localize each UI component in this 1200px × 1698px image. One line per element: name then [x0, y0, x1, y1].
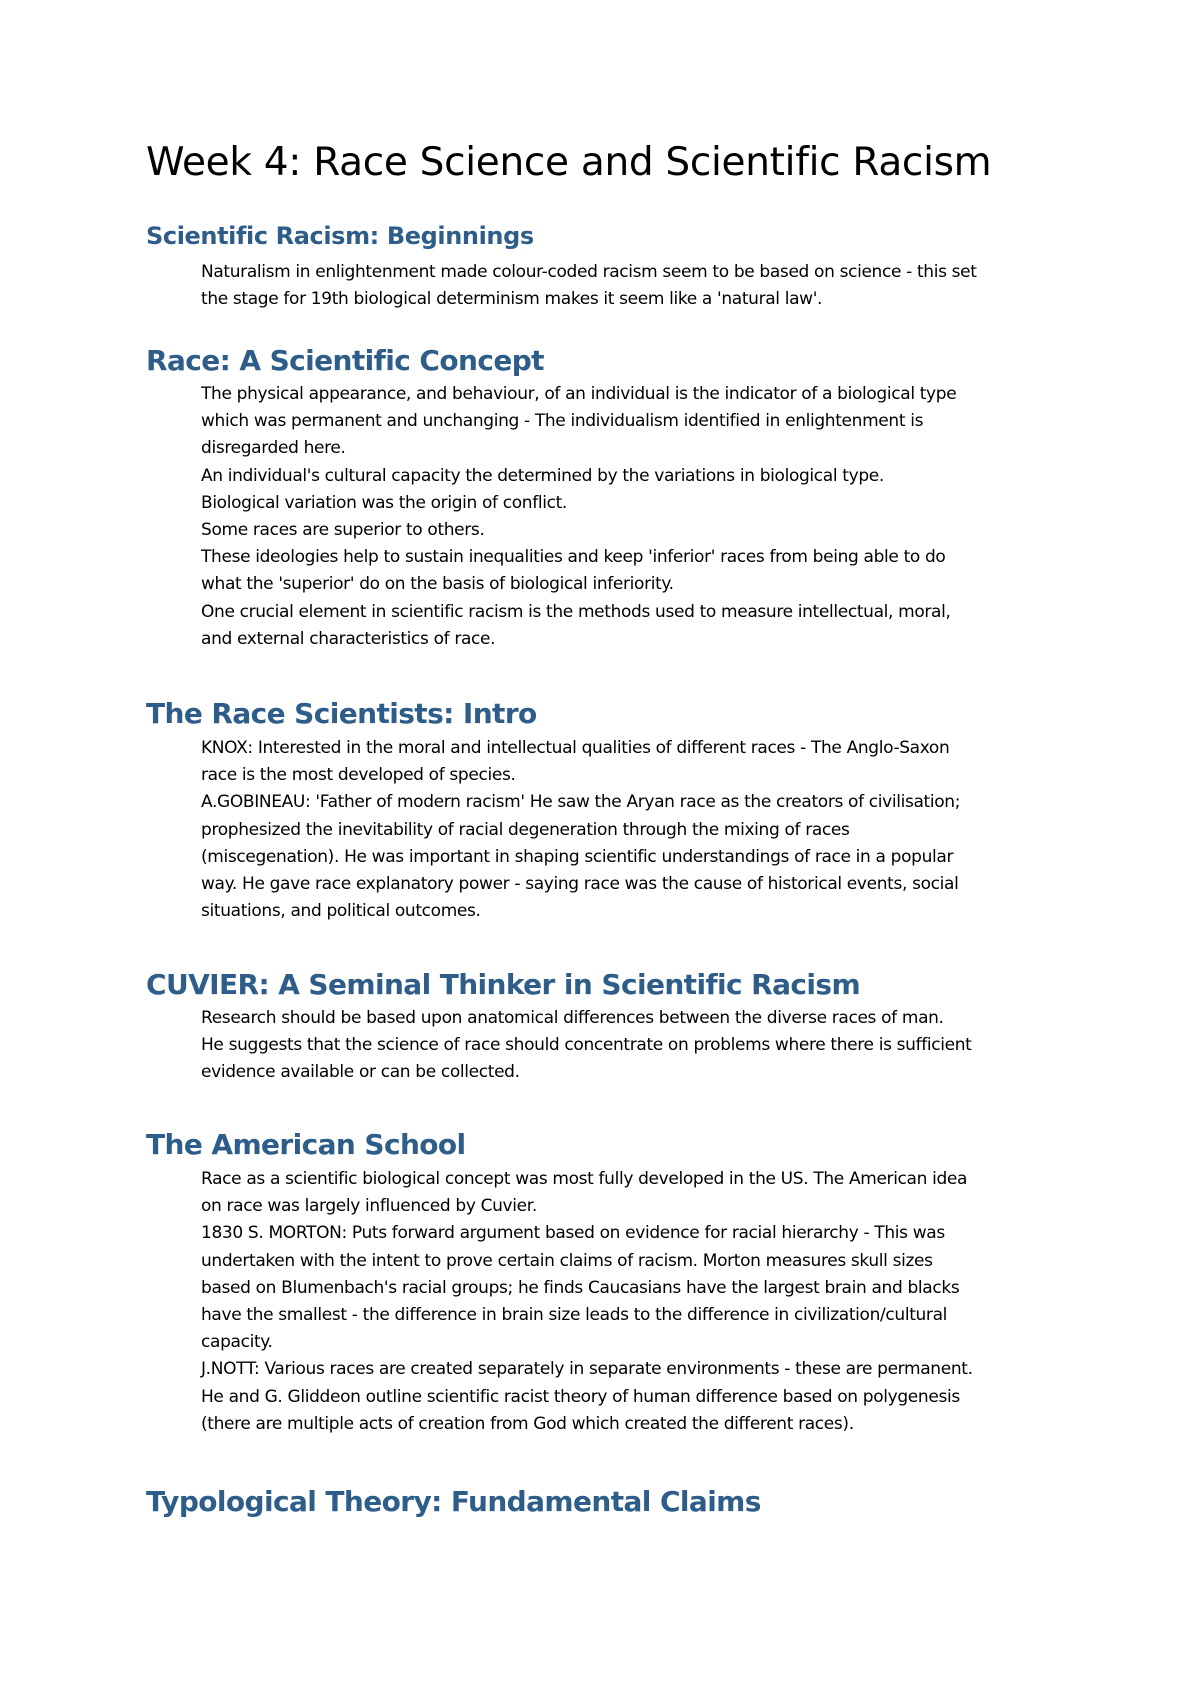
body-line: 1830 S. MORTON: Puts forward argument based on evidence for racial hierarchy - This was [201, 1223, 945, 1244]
body-line: race is the most developed of species. [201, 765, 516, 786]
body-line: J.NOTT: Various races are created separately in separate environments - these are permanent. [201, 1359, 973, 1380]
body-line: One crucial element in scientific racism is the methods used to measure intellectual, moral, [201, 601, 951, 622]
section-body-beginnings [201, 259, 1081, 313]
body-line: A.GOBINEAU: 'Father of modern racism' He saw the Aryan race as the creators of civilisation; [201, 792, 961, 813]
body-line: undertaken with the intent to prove certain claims of racism. Morton measures skull sizes [201, 1250, 933, 1271]
section-body-scientific-concept [201, 381, 1081, 653]
section-heading-cuvier: CUVIER: A Seminal Thinker in Scientific Racism [146, 968, 861, 1001]
body-line: situations, and political outcomes. [201, 901, 481, 922]
body-line: disregarded here. [201, 438, 346, 459]
body-line: the stage for 19th biological determinism makes it seem like a 'natural law'. [201, 289, 823, 310]
body-line: The physical appearance, and behaviour, of an individual is the indicator of a biological type [201, 384, 957, 404]
section-heading-scientific-concept: Race: A Scientific Concept [146, 344, 544, 377]
body-line: have the smallest - the difference in brain size leads to the difference in civilization/cultural [201, 1305, 948, 1326]
document-title: Week 4: Race Science and Scientific Racism [146, 140, 992, 185]
section-heading-beginnings: Scientific Racism: Beginnings [146, 222, 534, 250]
body-line: Naturalism in enlightenment made colour-coded racism seem to be based on science - this set [201, 262, 977, 282]
body-line: prophesized the inevitability of racial degeneration through the mixing of races [201, 819, 850, 840]
section-heading-american-school: The American School [146, 1128, 466, 1161]
body-line: based on Blumenbach's racial groups; he finds Caucasians have the largest brain and blacks [201, 1277, 960, 1298]
body-line: He suggests that the science of race should concentrate on problems where there is sufficient [201, 1035, 972, 1056]
body-line: way. He gave race explanatory power - saying race was the cause of historical events, social [201, 874, 959, 895]
section-body-american-school [201, 1166, 1081, 1438]
body-line: capacity. [201, 1332, 273, 1353]
body-line: (miscegenation). He was important in shaping scientific understandings of race in a popular [201, 846, 954, 867]
section-heading-typological-theory: Typological Theory: Fundamental Claims [146, 1485, 761, 1518]
section-body-race-scientists [201, 735, 1081, 925]
body-line: and external characteristics of race. [201, 628, 496, 649]
body-line: which was permanent and unchanging - The individualism identified in enlightenment is [201, 411, 924, 432]
body-line: Some races are superior to others. [201, 520, 485, 541]
body-line: Biological variation was the origin of conflict. [201, 492, 567, 513]
body-line: what the 'superior' do on the basis of biological inferiority. [201, 574, 674, 595]
body-line: An individual's cultural capacity the determined by the variations in biological type. [201, 465, 884, 486]
section-heading-race-scientists: The Race Scientists: Intro [146, 697, 537, 730]
body-line: These ideologies help to sustain inequalities and keep 'inferior' races from being able to do [201, 547, 946, 568]
body-line: on race was largely influenced by Cuvier. [201, 1196, 537, 1217]
section-body-cuvier [201, 1005, 1081, 1087]
body-line: (there are multiple acts of creation from God which created the different races). [201, 1413, 854, 1434]
body-line: Race as a scientific biological concept was most fully developed in the US. The American idea [201, 1169, 968, 1189]
body-line: He and G. Gliddeon outline scientific racist theory of human difference based on polygenesis [201, 1386, 960, 1407]
body-line: KNOX: Interested in the moral and intellectual qualities of different races - The Anglo-Saxon [201, 738, 950, 758]
body-line: Research should be based upon anatomical differences between the diverse races of man. [201, 1008, 944, 1028]
body-line: evidence available or can be collected. [201, 1062, 520, 1083]
